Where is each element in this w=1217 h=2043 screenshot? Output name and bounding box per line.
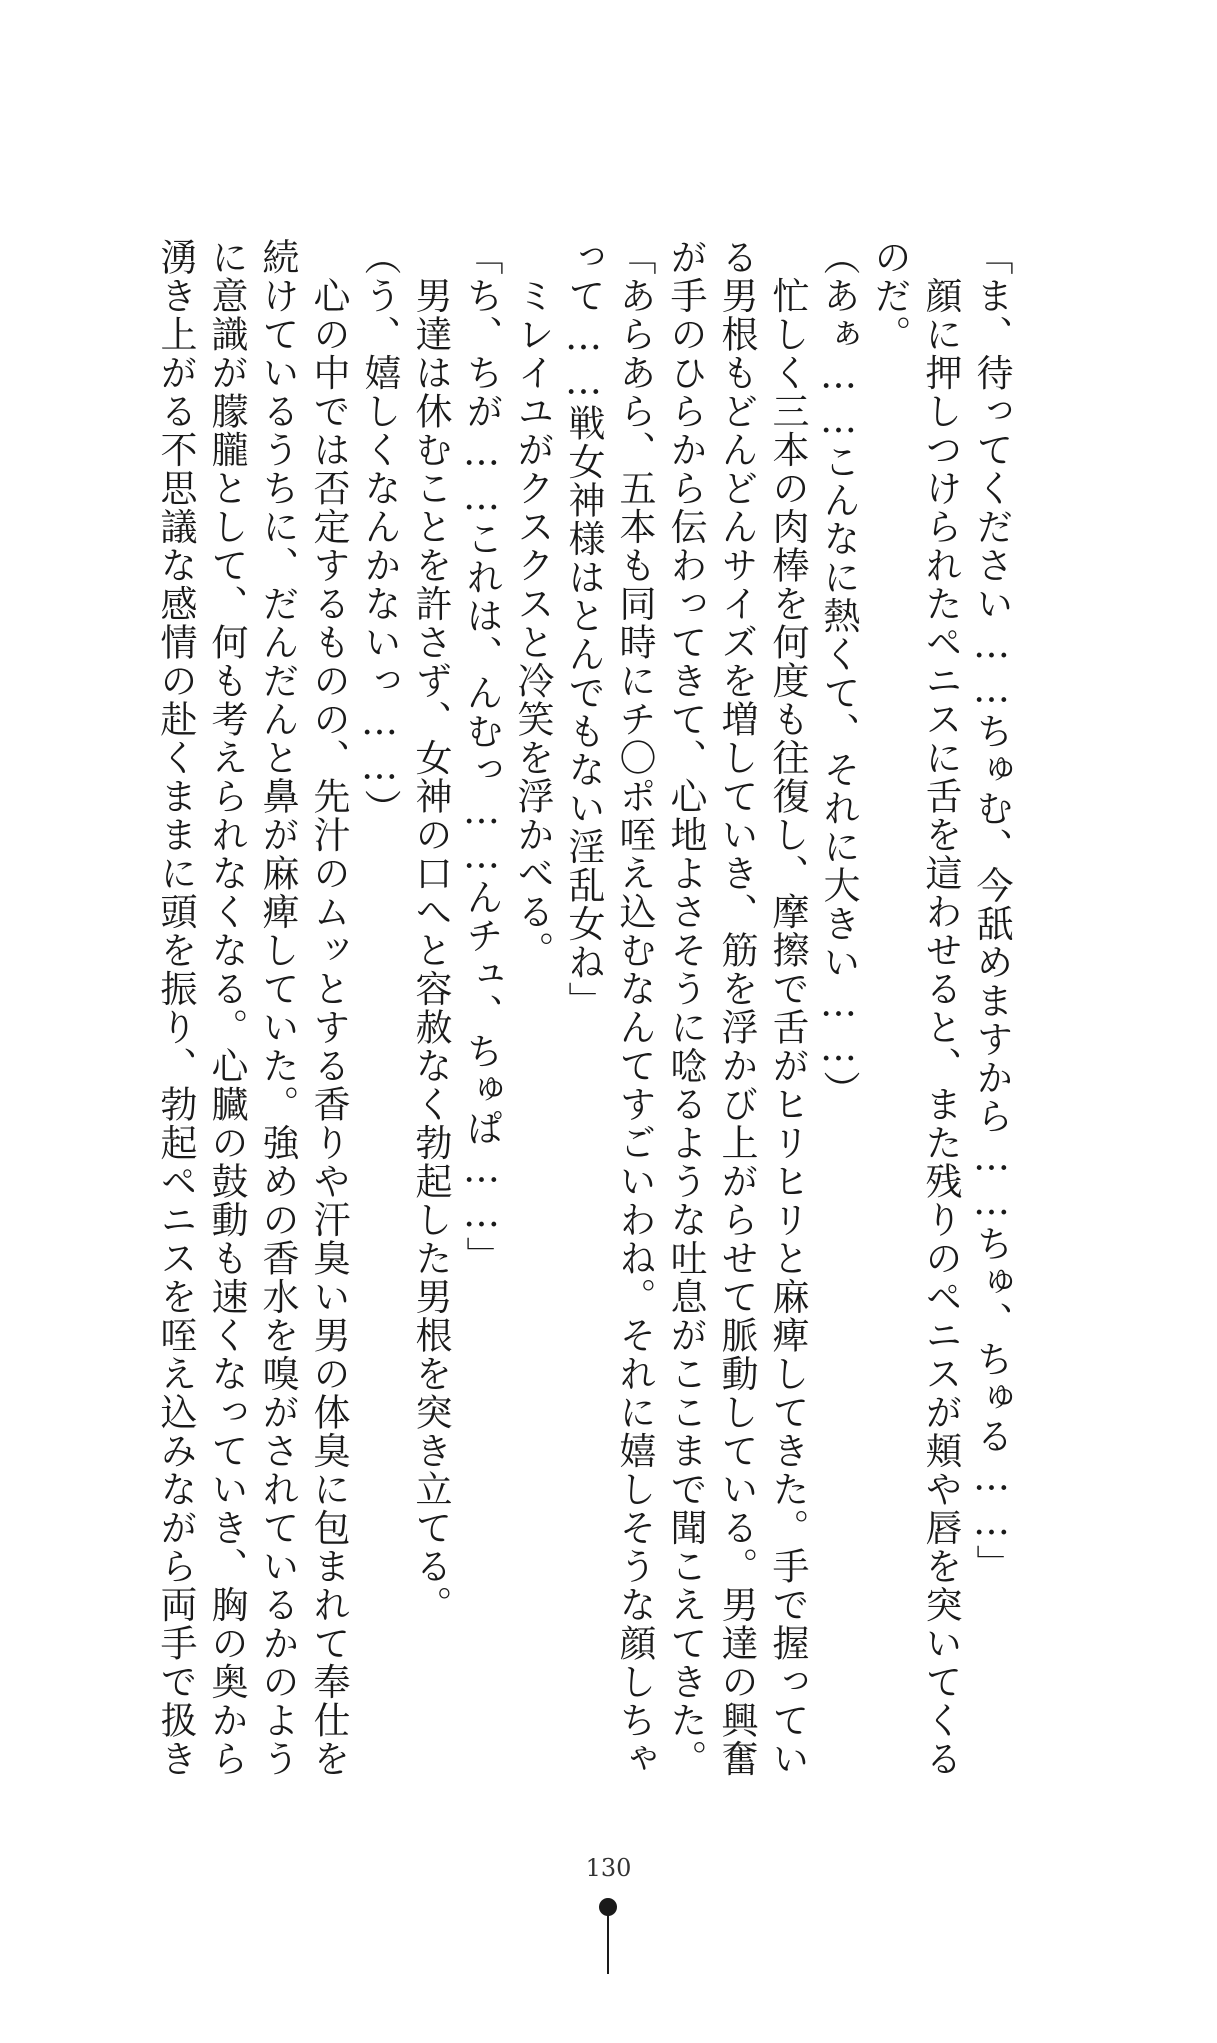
page-number: 130 [585,1854,632,1882]
text-line: る男根もどんどんサイズを増していき、筋を浮かび上がらせて脈動している。男達の興奮 [715,238,758,1778]
text-line: （あぁ……こんなに熱くて、それに大きい……） [817,238,860,1109]
text-line: 湧き上がる不思議な感情の赴くままに頭を振り、勃起ペニスを咥え込みながら両手で扱き [154,238,197,1778]
text-line: 忙しく三本の肉棒を何度も往復し、摩擦で舌がヒリヒリと麻痺してきた。手で握ってい [766,238,809,1778]
text-line: 「ま、待ってください……ちゅむ、今舐めますから……ちゅ、ちゅる……」 [970,238,1013,1583]
text-line: に意識が朦朧として、何も考えられなくなる。心臓の鼓動も速くなっていき、胸の奥から [205,238,248,1778]
text-line: って……戦女神様はとんでもない淫乱女ね」 [562,238,605,1020]
text-line: のだ。 [868,238,911,354]
text-line: （う、嬉しくなんかないっ……） [358,238,401,828]
text-line: 続けているうちに、だんだんと鼻が麻痺していた。強めの香水を嗅がされているかのよう [256,238,299,1778]
text-line: 「ち、ちが……これは、んむっ……んチュ、ちゅぱ……」 [460,238,503,1275]
ornament-stem [607,1914,609,1974]
vertical-text-body [150,238,1017,1778]
text-line: 男達は休むことを許さず、女神の口へと容赦なく勃起した男根を突き立てる。 [409,238,452,1624]
text-line: 心の中では否定するものの、先汁のムッとする香りや汗臭い男の体臭に包まれて奉仕を [307,238,350,1778]
text-line: 顔に押しつけられたペニスに舌を這わせると、また残りのペニスが頬や唇を突いてくる [919,238,962,1778]
text-line: 「あらあら、五本も同時にチ〇ポ咥え込むなんてすごいわね。それに嬉しそうな顔しちゃ [613,238,656,1778]
text-line: ミレイユがクスクスと冷笑を浮かべる。 [511,238,554,970]
page-ornament-icon [599,1898,617,1978]
text-line: が手のひらから伝わってきて、心地よさそうに唸るような吐息がここまで聞こえてきた。 [664,238,707,1778]
